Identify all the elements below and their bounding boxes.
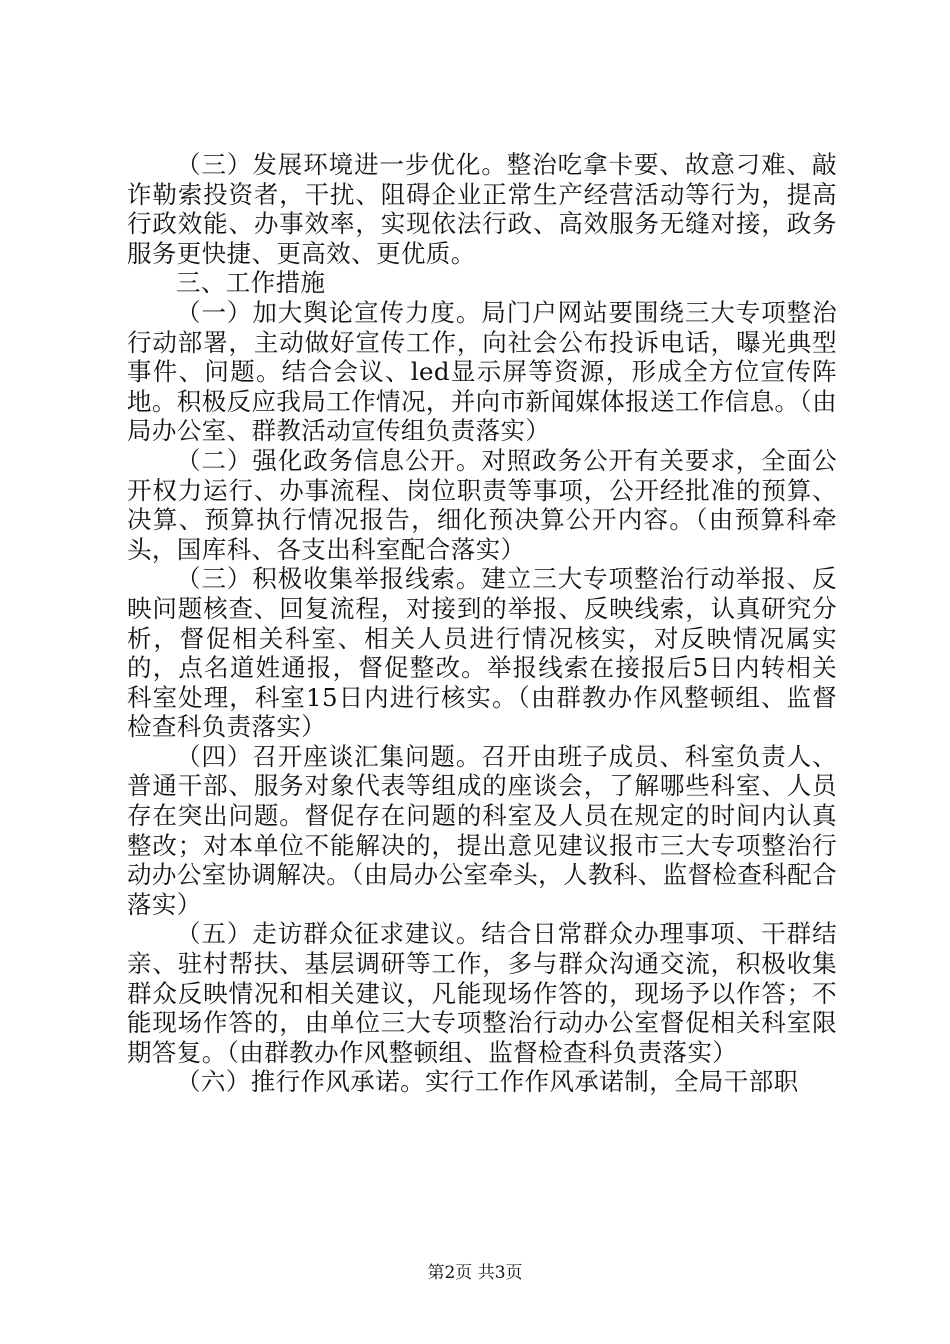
page-number-footer: 第2页 共3页	[427, 1263, 523, 1283]
paragraph-symposium: （四）召开座谈汇集问题。召开由班子成员、科室负责人、普通干部、服务对象代表等组成的座谈会，了解哪些科室、人员存在突出问题。督促存在问题的科室及人员在规定的时间内认真整改；对本单位不能解决的，提出意见建议报市三大专项整治行动办公室协调解决。（由局办公室牵头，人教科、监督检查科配合落实）	[127, 741, 837, 919]
paragraph-development-environment: （三）发展环境进一步优化。整治吃拿卡要、故意刁难、敲诈勒索投资者，干扰、阻碍企业正常生产经营活动等行为，提高行政效能、办事效率，实现依法行政、高效服务无缝对接，政务服务更快捷、更高效、更优质。	[127, 150, 837, 268]
paragraph-info-disclosure: （二）强化政务信息公开。对照政务公开有关要求，全面公开权力运行、办事流程、岗位职责等事项，公开经批准的预算、决算、预算执行情况报告，细化预决算公开内容。（由预算科牵头，国库科、各支出科室配合落实）	[127, 445, 837, 564]
section-heading-work-measures: 三、工作措施	[176, 268, 326, 298]
paragraph-visit-public: （五）走访群众征求建议。结合日常群众办理事项、干群结亲、驻村帮扶、基层调研等工作，多与群众沟通交流，积极收集群众反映情况和相关建议，凡能现场作答的，现场予以作答；不能现场作答的，由单位三大专项整治行动办公室督促相关科室限期答复。（由群教办作风整顿组、监督检查科负责落实）	[127, 919, 837, 1067]
document-body	[127, 150, 837, 1097]
paragraph-style-commitment: （六）推行作风承诺。实行工作作风承诺制，全局干部职	[176, 1067, 799, 1097]
paragraph-report-clues: （三）积极收集举报线索。建立三大专项整治行动举报、反映问题核查、回复流程，对接到的举报、反映线索，认真研究分析，督促相关科室、相关人员进行情况核实，对反映情况属实的，点名道姓通报，督促整改。举报线索在接报后5日内转相关科室处理，科室15日内进行核实。（由群教办作风整顿组、监督检查科负责落实）	[127, 564, 837, 742]
paragraph-publicity: （一）加大舆论宣传力度。局门户网站要围绕三大专项整治行动部署，主动做好宣传工作，向社会公布投诉电话，曝光典型事件、问题。结合会议、led显示屏等资源，形成全方位宣传阵地。积极反应我局工作情况，并向市新闻媒体报送工作信息。（由局办公室、群教活动宣传组负责落实）	[127, 297, 837, 446]
